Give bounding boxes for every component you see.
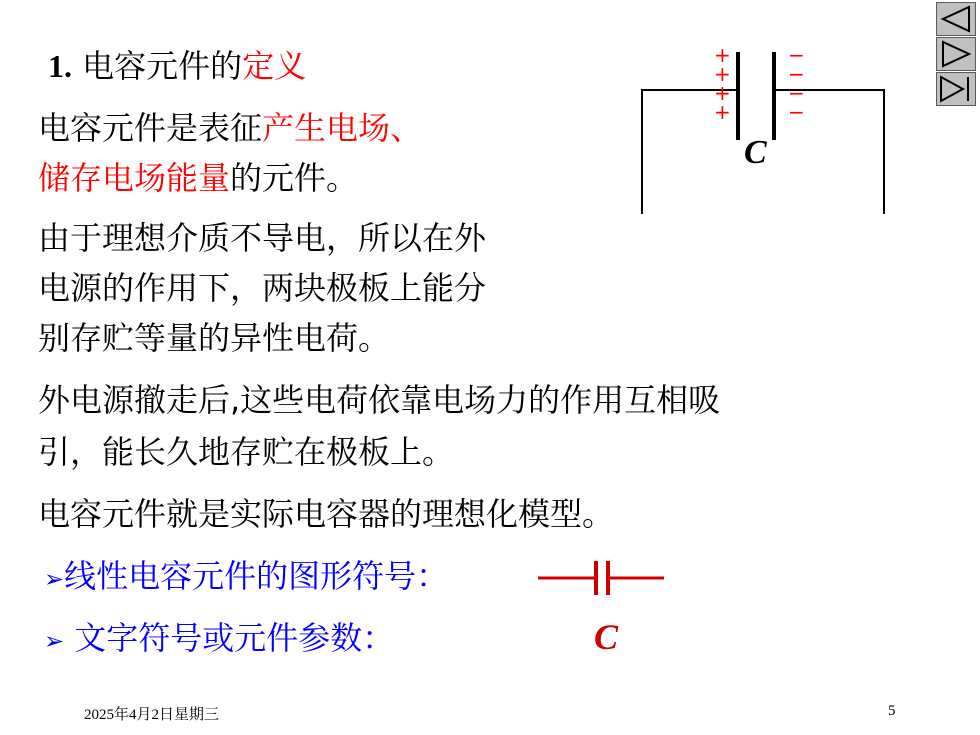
definition-text: 电容元件是表征: [38, 109, 263, 147]
definition-line-1: [38, 108, 422, 148]
minus-sign: −: [788, 81, 805, 105]
definition-highlight: 产生电场、: [262, 109, 423, 147]
nav-previous-button[interactable]: [936, 2, 976, 36]
next-icon: [937, 38, 975, 70]
previous-icon: [937, 3, 975, 35]
minus-sign: −: [788, 100, 805, 124]
symbol-label: 线性电容元件的图形符号：: [64, 557, 449, 595]
bullet-marker-2: ➢: [44, 627, 65, 655]
definition-line-2: [38, 158, 358, 198]
heading-text: 电容元件的: [72, 47, 243, 85]
nav-next-button[interactable]: [936, 37, 976, 71]
plus-sign: +: [714, 100, 731, 124]
footer-date: 2025年4月2日星期三: [84, 707, 220, 723]
positive-charges: [714, 43, 731, 124]
plus-sign: +: [714, 43, 731, 67]
param-label: 文字符号或元件参数：: [64, 619, 395, 657]
plus-sign: +: [714, 62, 731, 86]
last-icon: [937, 73, 975, 105]
negative-charges: [788, 43, 805, 124]
plus-sign: +: [714, 81, 731, 105]
definition-highlight-2: 储存电场能量: [38, 159, 231, 197]
retention-line-2: 引，能长久地存贮在极板上。: [38, 433, 455, 471]
capacitor-label: C: [744, 134, 767, 171]
explanation-line-2: 电源的作用下，两块极板上能分: [38, 269, 487, 307]
param-bullet: [44, 618, 394, 661]
nav-last-button[interactable]: [936, 72, 976, 106]
minus-sign: −: [788, 43, 805, 67]
retention-line-1: 外电源撤走后,这些电荷依靠电场力的作用互相吸: [38, 381, 721, 419]
symbol-bullet: [44, 556, 448, 599]
param-value: C: [594, 617, 619, 657]
model-statement: 电容元件就是实际电容器的理想化模型。: [38, 495, 615, 533]
bullet-marker: ➢: [44, 565, 65, 593]
heading-number: 1.: [48, 48, 72, 84]
page-number: 5: [888, 703, 896, 719]
heading-highlight: 定义: [242, 47, 307, 85]
section-heading: [48, 46, 306, 86]
capacitor-diagram: [640, 44, 890, 219]
capacitor-symbol-icon: [536, 558, 666, 598]
minus-sign: −: [788, 62, 805, 86]
capacitor-circuit-icon: [640, 44, 890, 219]
explanation-line-1: 由于理想介质不导电，所以在外: [38, 219, 487, 257]
explanation-line-3: 别存贮等量的异性电荷。: [38, 319, 391, 357]
definition-text-2: 的元件。: [230, 159, 359, 197]
